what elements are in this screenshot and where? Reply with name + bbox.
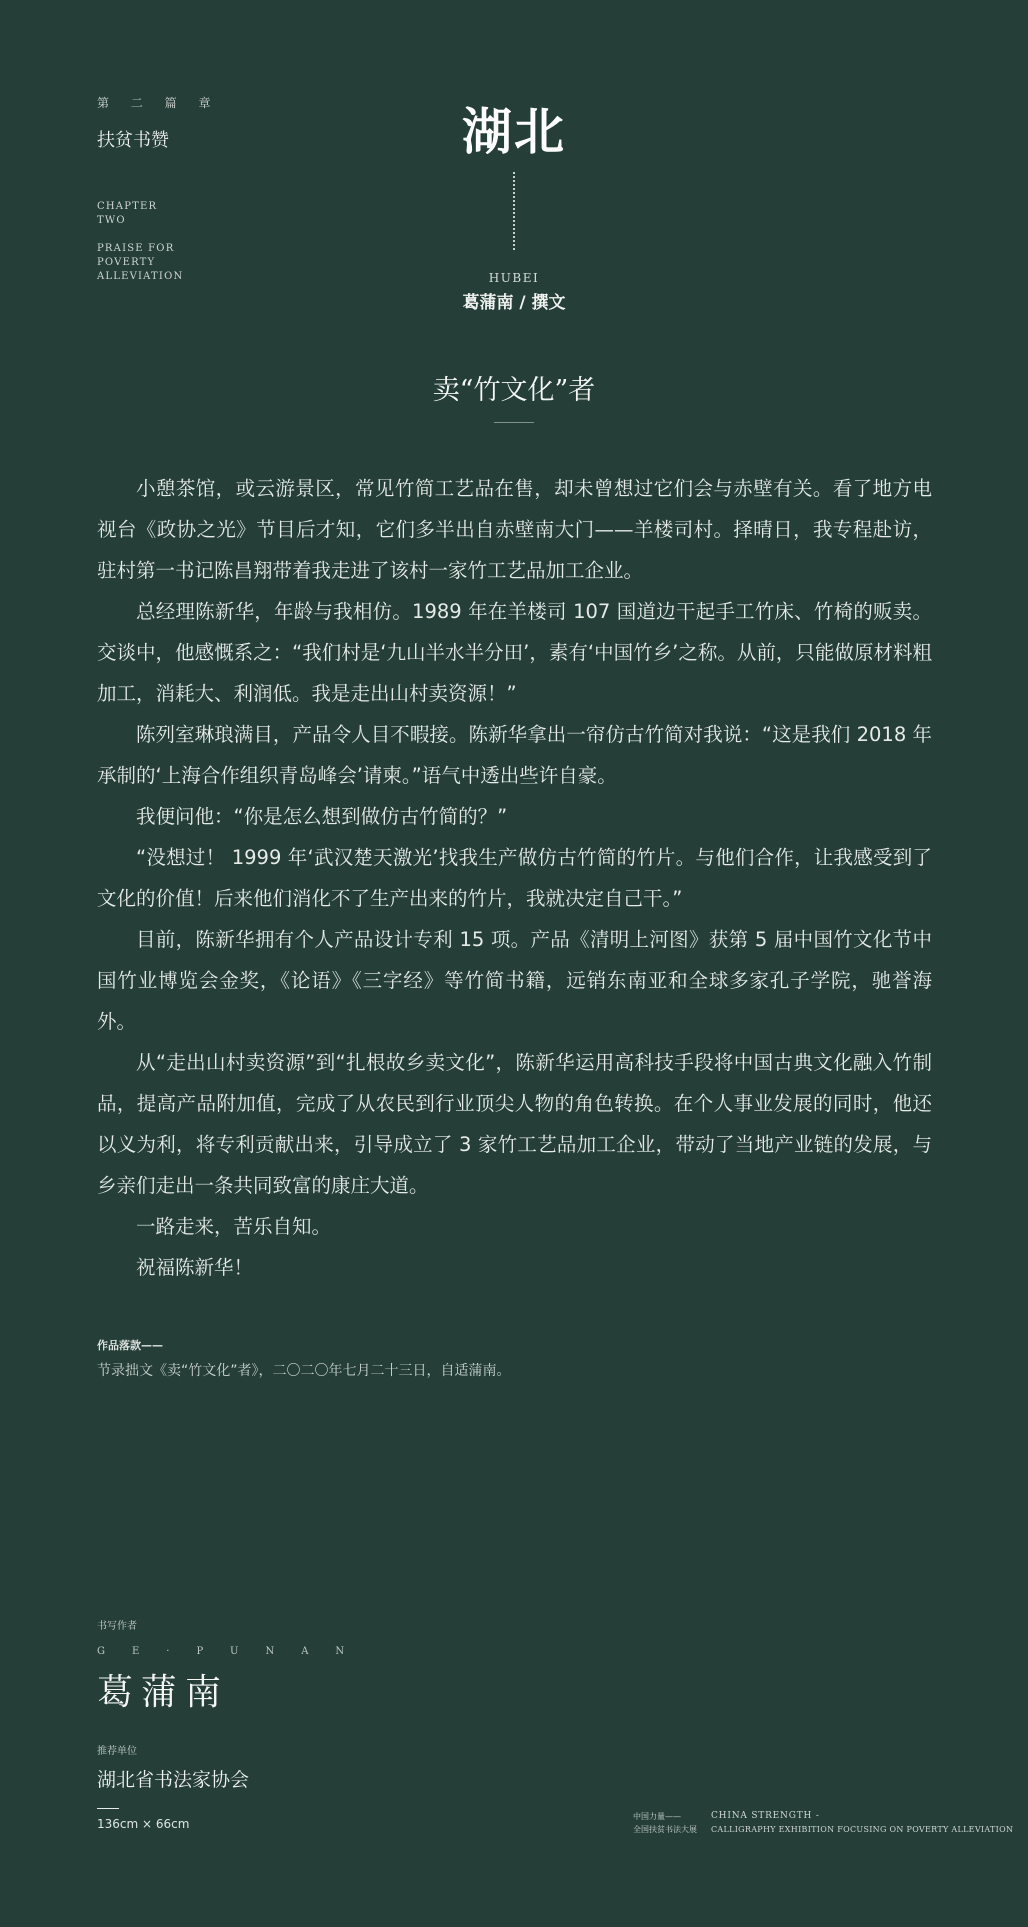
brand-cn-line: 中国力量—— [633, 1812, 681, 1821]
article-paragraph: 目前，陈新华拥有个人产品设计专利 15 项。产品《清明上河图》获第 5 届中国竹文化节中国竹业博览会金奖，《论语》《三字经》等竹简书籍，远销东南亚和全球多家孔子学院，驰誉海外。 [97, 928, 932, 1033]
inscription-text: 节录拙文《卖“竹文化”者》，二〇二〇年七月二十三日，自适蒲南。 [97, 1363, 511, 1379]
dotted-divider [513, 172, 515, 250]
article-paragraph: 从“走出山村卖资源”到“扎根故乡卖文化”，陈新华运用高科技手段将中国古典文化融入竹制品，提高产品附加值，完成了从农民到行业顶尖人物的角色转换。在个人事业发展的同时，他还以义为利，将专利贡献出来，引导成立了 3 家竹工艺品加工企业，带动了当地产业链的发展，与乡亲们走出一条共同致富的康庄大道。 [97, 1051, 932, 1197]
article-paragraph: 陈列室琳琅满目，产品令人目不暇接。陈新华拿出一帘仿古竹简对我说：“这是我们 2018 年承制的‘上海合作组织青岛峰会’请柬。”语气中透出些许自豪。 [97, 723, 932, 787]
chapter-title: 扶贫书赞 [97, 130, 169, 151]
chapter-en-gap [97, 228, 217, 242]
chapter-number-label: 第 二 篇 章 [97, 96, 220, 110]
region-english-name: HUBEI [488, 271, 540, 285]
article-author: 葛蒲南 / 撰文 [462, 293, 566, 313]
writer-name: 葛蒲南 [97, 1672, 230, 1713]
inscription-label: 作品落款—— [97, 1339, 163, 1352]
chapter-en-line: POVERTY [97, 257, 156, 268]
recommender-organization: 湖北省书法家协会 [97, 1769, 250, 1791]
article-body [97, 468, 932, 1288]
article-paragraph: 小憩茶馆，或云游景区，常见竹简工艺品在售，却未曾想过它们会与赤壁有关。看了地方电视台《政协之光》节目后才知，它们多半出自赤壁南大门——羊楼司村。择晴日，我专程赴访，驻村第一书记陈昌翔带着我走进了该村一家竹工艺品加工企业。 [97, 477, 932, 582]
writer-label: 书写作者 [97, 1621, 137, 1632]
chapter-en-line: ALLEVIATION [97, 271, 184, 282]
article-paragraph: 一路走来，苦乐自知。 [136, 1215, 332, 1238]
brand-cn-line: 全国扶贫书法大展 [633, 1825, 697, 1834]
article-paragraph: 我便问他：“你是怎么想到做仿古竹简的？” [136, 805, 508, 828]
title-underline [494, 422, 534, 423]
article-paragraph: “没想过！ 1999 年‘武汉楚天激光’找我生产做仿古竹简的竹片。与他们合作，让我感受到了文化的价值！后来他们消化不了生产出来的竹片，我就决定自己干。” [97, 846, 932, 910]
brand-en-line: CHINA STRENGTH - [711, 1811, 820, 1821]
region-title: 湖北 [462, 102, 566, 161]
brand-en-line: CALLIGRAPHY EXHIBITION FOCUSING ON POVERTY ALLEVIATION [711, 1825, 1014, 1834]
article-paragraph: 总经理陈新华，年龄与我相仿。1989 年在羊楼司 107 国道边干起手工竹床、竹椅的贩卖。交谈中，他感慨系之：“我们村是‘九山半水半分田’，素有‘中国竹乡’之称。从前，只能做原材料粗加工，消耗大、利润低。我是走出山村卖资源！” [97, 600, 932, 705]
recommender-label: 推荐单位 [97, 1746, 137, 1757]
work-size: 136cm × 66cm [97, 1817, 190, 1831]
exhibition-brand-cn [633, 1810, 697, 1836]
size-divider [97, 1808, 119, 1809]
chapter-en-line: TWO [97, 215, 126, 226]
exhibition-brand-en [711, 1810, 1013, 1836]
chapter-en-line: CHAPTER [97, 201, 158, 212]
chapter-en-line: PRAISE FOR [97, 243, 175, 254]
article-title: 卖“竹文化”者 [432, 375, 596, 406]
writer-english-name: GE·PUNAN [97, 1646, 372, 1657]
article-paragraph: 祝福陈新华！ [136, 1256, 254, 1279]
